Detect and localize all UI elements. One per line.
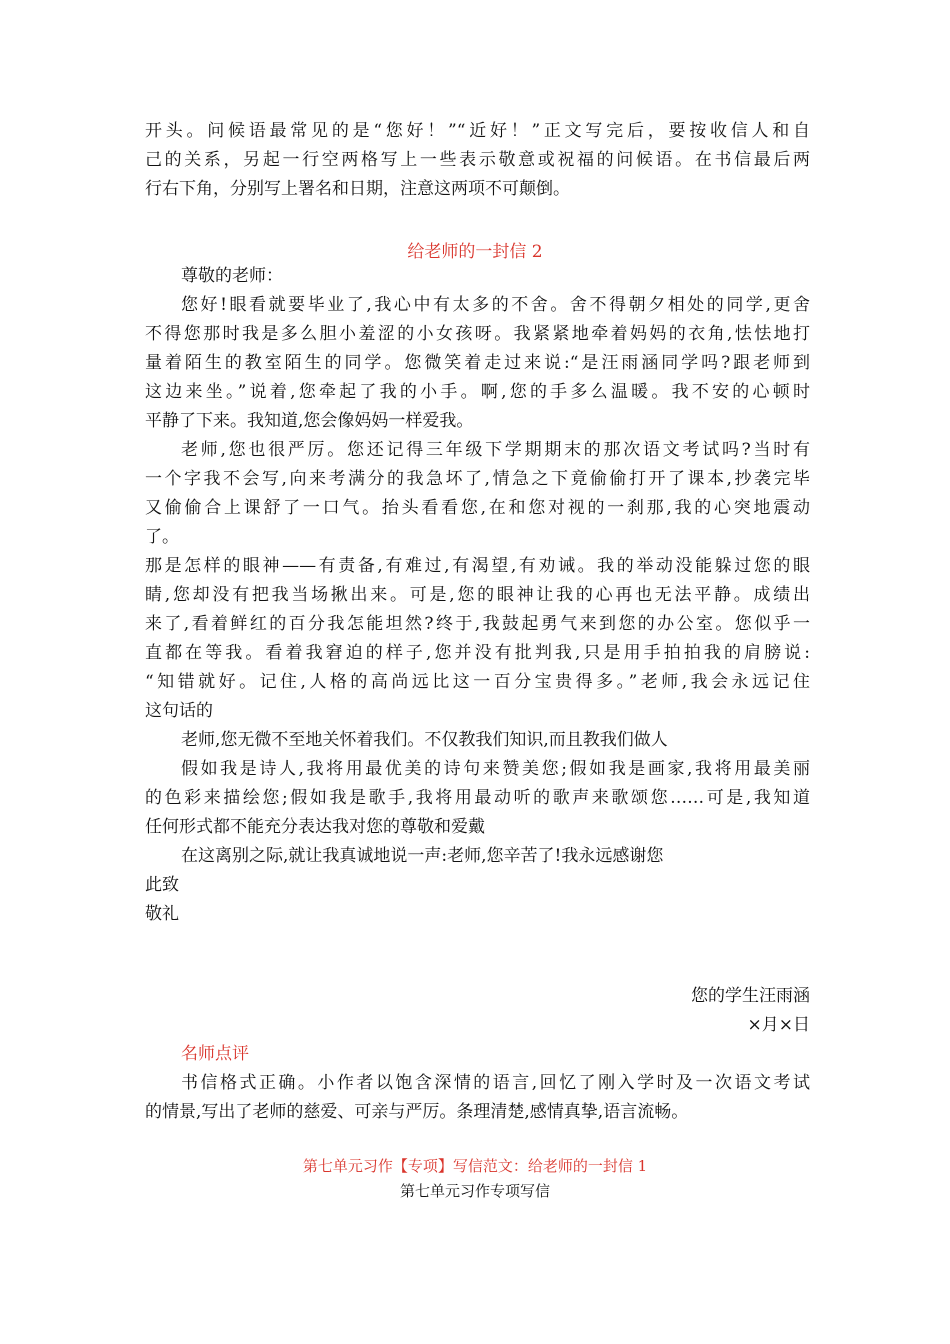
- text-line: 假如我是诗人,我将用最优美的诗句来赞美您;假如我是画家,我将用最美丽: [181, 759, 810, 779]
- date: ×月×日: [747, 1015, 810, 1035]
- letter-title: 给老师的一封信 2: [407, 242, 543, 262]
- footer-subtitle: 第七单元习作专项写信: [399, 1182, 550, 1200]
- text-line: 行右下角，分别写上署名和日期，注意这两项不可颠倒。: [145, 179, 570, 199]
- text-line: 睛,您却没有把我当场揪出来。可是,您的眼神让我的心再也无法平静。成绩出: [145, 585, 810, 605]
- review-block: [145, 1040, 810, 1127]
- text-line: 那是怎样的眼神——有责备,有难过,有渴望,有劝诫。我的举动没能躲过您的眼: [145, 556, 810, 576]
- text-line: 开头。问候语最常见的是“您好！”“近好！”正文写完后，要按收信人和自: [145, 121, 810, 141]
- text-line: 直都在等我。看着我窘迫的样子,您并没有批判我,只是用手拍拍我的肩膀说:: [145, 643, 810, 663]
- salutation: 尊敬的老师：: [181, 266, 283, 286]
- text-line: 书信格式正确。小作者以饱含深情的语言,回忆了刚入学时及一次语文考试: [181, 1073, 810, 1093]
- text-line: 的情景,写出了老师的慈爱、可亲与严厉。条理清楚,感情真挚,语言流畅。: [145, 1102, 689, 1122]
- review-title: 名师点评: [181, 1044, 249, 1064]
- text-line: 这边来坐。”说着,您牵起了我的小手。啊,您的手多么温暖。我不安的心顿时: [145, 382, 810, 402]
- text-line: 的色彩来描绘您;假如我是歌手,我将用最动听的歌声来歌颂您……可是,我知道: [145, 788, 810, 808]
- footer-title: 第七单元习作【专项】写信范文：给老师的一封信 1: [302, 1157, 648, 1175]
- text-line: 一个字我不会写,向来考满分的我急坏了,情急之下竟偷偷打开了课本,抄袭完毕: [145, 469, 810, 489]
- text-line: 了。: [145, 527, 179, 547]
- signature-block: [145, 982, 810, 1040]
- text-line: 平静了下来。我知道,您会像妈妈一样爱我。: [145, 411, 474, 431]
- text-line: 您好!眼看就要毕业了,我心中有太多的不舍。舍不得朝夕相处的同学,更舍: [181, 295, 810, 315]
- signature: 您的学生汪雨涵: [691, 986, 810, 1006]
- text-line: 又偷偷合上课舒了一口气。抬头看看您,在和您对视的一刹那,我的心突地震动: [145, 498, 810, 518]
- text-line: 任何形式都不能充分表达我对您的尊敬和爱戴: [145, 817, 485, 837]
- text-line: 这句话的: [145, 701, 213, 721]
- text-line: “知错就好。记住,人格的高尚远比这一百分宝贵得多。”老师,我会永远记住: [145, 672, 810, 692]
- text-line: 量着陌生的教室陌生的同学。您微笑着走过来说:“是汪雨涵同学吗?跟老师到: [145, 353, 810, 373]
- text-line: 老师,您也很严厉。您还记得三年级下学期期末的那次语文考试吗?当时有: [181, 440, 810, 460]
- text-line: 老师,您无微不至地关怀着我们。不仅教我们知识,而且教我们做人: [181, 730, 668, 750]
- text-line: 不得您那时我是多么胆小羞涩的小女孩呀。我紧紧地牵着妈妈的衣角,怯怯地打: [145, 324, 810, 344]
- closing-line: 此致: [145, 875, 179, 895]
- intro-paragraph: [145, 117, 810, 204]
- closing-line: 敬礼: [145, 904, 179, 924]
- text-line: 在这离别之际,就让我真诚地说一声:老师,您辛苦了!我永远感谢您: [181, 846, 664, 866]
- text-line: 己的关系，另起一行空两格写上一些表示敬意或祝福的问候语。在书信最后两: [145, 150, 810, 170]
- letter-body: [145, 262, 810, 929]
- text-line: 来了,看着鲜红的百分我怎能坦然?终于,我鼓起勇气来到您的办公室。您似乎一: [145, 614, 810, 634]
